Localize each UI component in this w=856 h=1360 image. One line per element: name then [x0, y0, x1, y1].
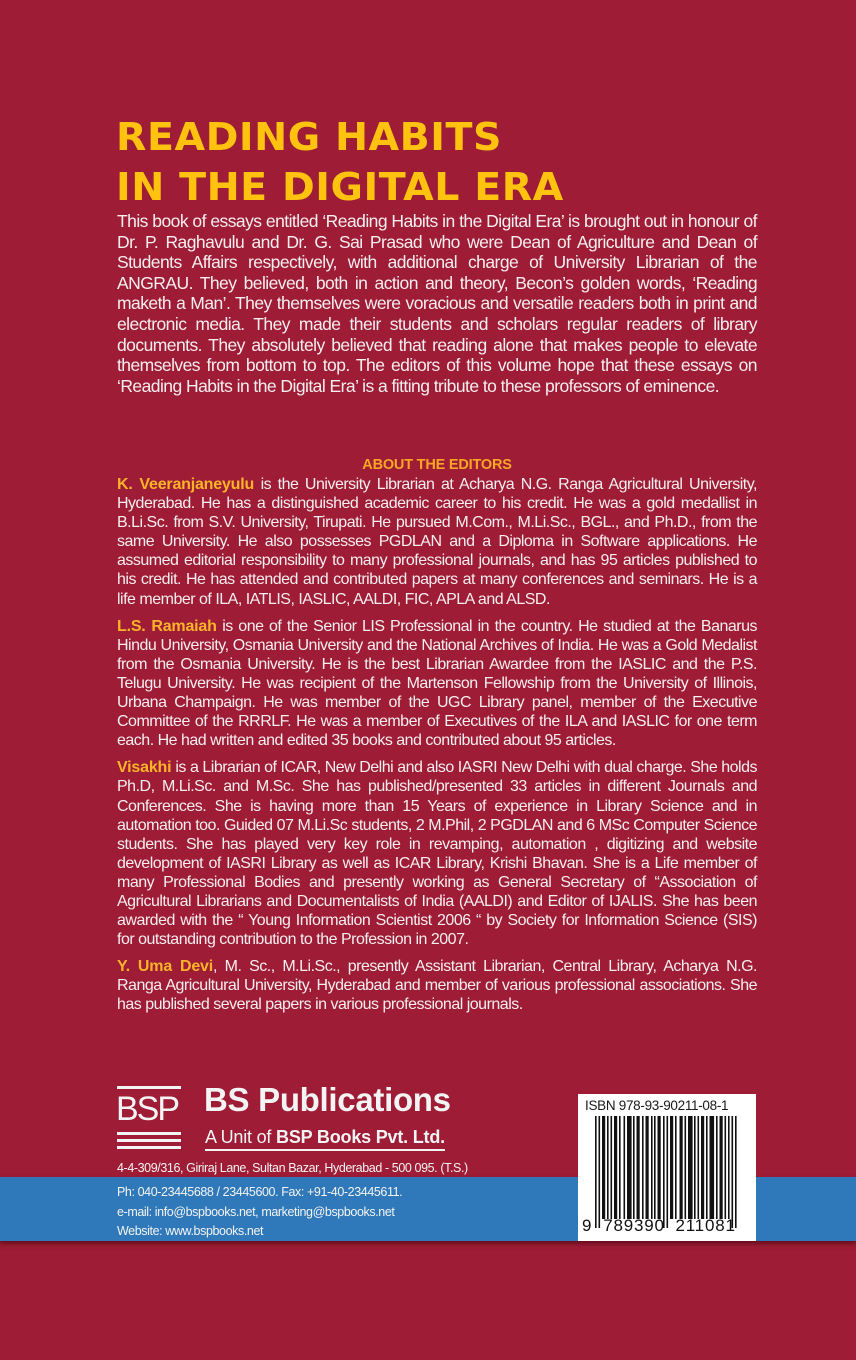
publisher-unit-prefix: A Unit of — [205, 1127, 277, 1147]
publisher-contact — [117, 1183, 402, 1242]
editor-bio-text: , M. Sc., M.Li.Sc., presently Assistant Librarian, Central Library, Acharya N.G. Ranga Agricultural University, Hyderabad and member of various professional associations. She has published several papers in various professional journals. — [117, 958, 757, 1014]
editor-bio-text: is the University Librarian at Acharya N.G. Ranga Agricultural University, Hyderabad. He has a distinguished academic career to his credit. He was a gold medallist in B.Li.Sc. from S.V. University, Tirupati. He pursued M.Com., M.Li.Sc., BGL., and Ph.D., from the same University. He also possesses PGDLAN and a Diploma in Software applications. He assumed editorial responsibility to many professional journals, and has 95 articles published to his credit. He has attended and contributed papers at many conferences and seminars. He is a life member of ILA, IATLIS, IASLIC, AALDI, FIC, APLA and ALSD. — [117, 476, 758, 608]
book-title — [116, 112, 564, 212]
book-title-line1: READING HABITS — [116, 115, 502, 159]
editor-bio-text: is one of the Senior LIS Professional in the country. He studied at the Banarus Hindu University, Osmania University and the National Archives of India. He was a Gold Medalist from the Osmania University. He is the best Librarian Awardee from the IASLIC and the P.S. Telugu University. He was recipient of the Martenson Fellowship from the University of Illinois, Urbana Champaign. He was member of the UGC Library panel, member of the Executive Committee of the RRRLF. He was a member of Executives of the ILA and IASLIC for one term each. He had written and edited 35 books and contributed about 95 articles. — [117, 617, 757, 750]
logo-rule — [117, 1132, 181, 1135]
publisher-unit — [205, 1127, 445, 1151]
publisher-name: BS Publications — [204, 1081, 451, 1118]
barcode-digits — [582, 1216, 736, 1236]
bsp-logo-icon — [117, 1086, 181, 1150]
editor-bio — [117, 617, 757, 751]
publisher-website: Website: www.bspbooks.net — [117, 1224, 264, 1238]
publisher-phone: Ph: 040-23445688 / 23445600. Fax: +91-40-23445611. — [117, 1185, 403, 1199]
logo-rule — [117, 1146, 181, 1149]
logo-letters: BSP — [116, 1090, 179, 1128]
barcode-digit-lead: 9 — [582, 1216, 592, 1235]
isbn-label: ISBN 978-93-90211-08-1 — [585, 1098, 729, 1113]
book-title-line2: IN THE DIGITAL ERA — [116, 165, 564, 209]
barcode-digits-left: 789390 — [603, 1216, 665, 1235]
publisher-unit-name: BSP Books Pvt. Ltd. — [276, 1127, 445, 1147]
barcode-digits-right: 211081 — [675, 1216, 736, 1235]
isbn-barcode — [578, 1094, 756, 1241]
publisher-address: 4-4-309/316, Giriraj Lane, Sultan Bazar, Hyderabad - 500 095. (T.S.) — [117, 1161, 468, 1175]
editor-bio-text: is a Librarian of ICAR, New Delhi and also IASRI New Delhi with dual charge. She holds Ph.D, M.Li.Sc. and M.Sc. She has published/presented 33 articles in different Journals and Conferences. She is having more than 15 Years of experience in Library Science and in automation too. Guided 07 M.Li.Sc students, 2 M.Phil, 2 PGDLAN and 6 MSc Computer Science students. She has played very key role in revamping, automation , digitizing and website development of IASRI Library as well as ICAR Library, Krishi Bhavan. She is a Life member of many Professional Bodies and presently working as General Secretary of “Association of Agricultural Librarians and Documentalists of India (AALDI) and Editor of IJALIS. She has been awarded with the “ Young Information Scientist 2006 “ by Society for Information Science (SIS) for outstanding contribution to the Profession in 2007. — [117, 759, 757, 949]
editor-bios — [117, 475, 757, 1023]
book-description: This book of essays entitled ‘Reading Habits in the Digital Era’ is brought out in honour of Dr. P. Raghavulu and Dr. G. Sai Prasad who were Dean of Agriculture and Dean of Students Affairs respectively, with additional charge of University Librarian of the ANGRAU. They believed, both in action and theory, Becon’s golden words, ‘Reading maketh a Man’. They themselves were voracious and versatile readers both in print and electronic media. They made their students and scholars regular readers of library documents. They absolutely believed that reading alone that makes people to elevate themselves from bottom to top. The editors of this volume hope that these essays on ‘Reading Habits in the Digital Era’ is a fitting tribute to these professors of eminence. — [117, 211, 757, 396]
about-editors-heading: ABOUT THE EDITORS — [362, 457, 512, 473]
logo-rule — [117, 1139, 181, 1142]
editor-name: K. Veeranjaneyulu — [117, 476, 255, 493]
editor-bio — [117, 758, 757, 949]
editor-bio — [117, 475, 757, 609]
editor-bio — [117, 957, 757, 1014]
editor-name: Visakhi — [117, 759, 172, 777]
editor-name: L.S. Ramaiah — [117, 617, 217, 635]
logo-rule — [117, 1086, 181, 1089]
editor-name: Y. Uma Devi — [117, 958, 213, 976]
publisher-email: e-mail: info@bspbooks.net, marketing@bspbooks.net — [117, 1204, 395, 1219]
